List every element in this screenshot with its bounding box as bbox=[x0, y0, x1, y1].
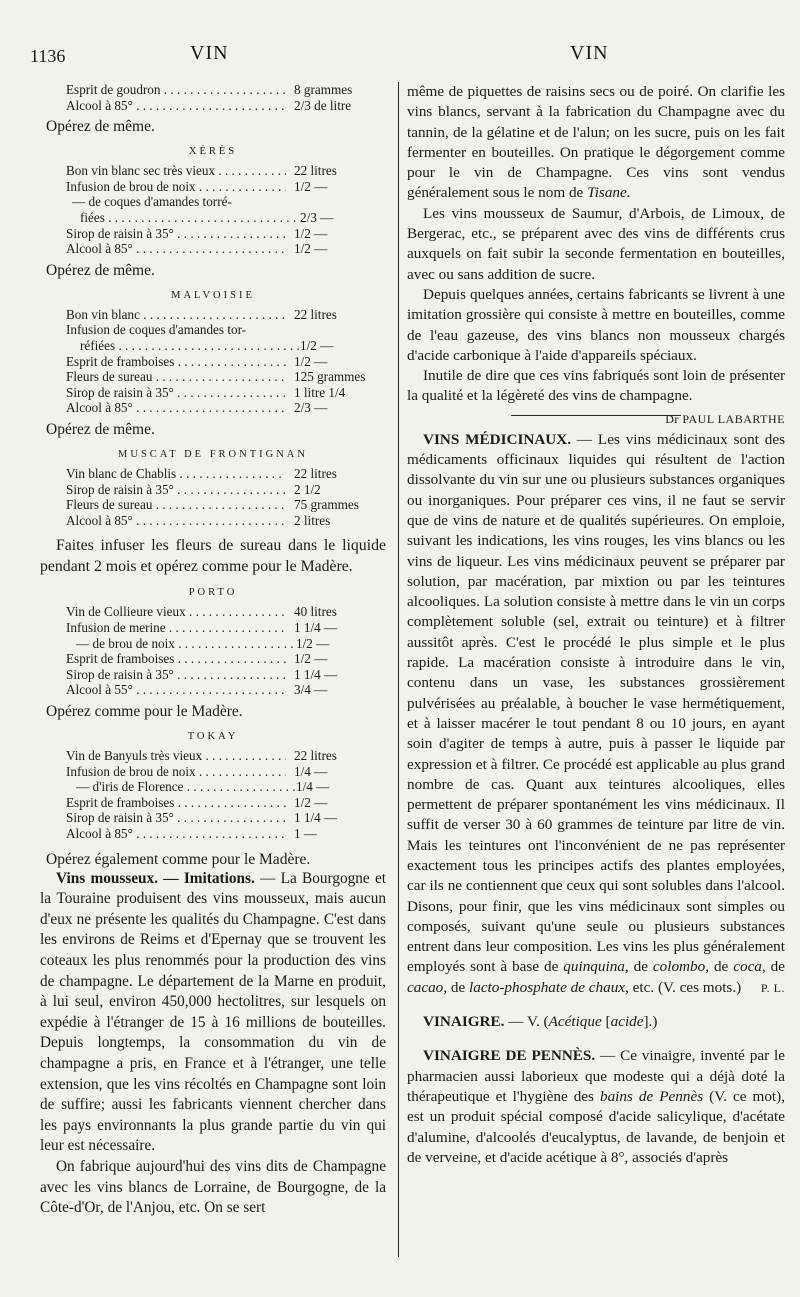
recipe-line: Alcool à 85° . . . 2/3 — bbox=[66, 400, 386, 416]
paragraph-vins-mousseux: Vins mousseux. — Imitations. — La Bourgogne et la Touraine produisent des vins mousseux, mais aucun d'eux ne présente les qualités du Champagne. C'est dans les environs de Reims et d'Epernay que se trouvent les coteaux les plus renommés pour la production des vins de champagne. Le département de la Marne en produit, à lui seul, environ 450,000 hectolitres, sur lesquels on expédie à l'étranger de 15 à 16 millions de bouteilles. Depuis longtemps, la consommation du vin de champagne a pris, en France et à l'étranger, une telle extension, que les vins récoltés en Champagne sont loin de suffire; aussi les fabricants viennent chercher dans les pays environnants la plus grande partie du vin qui leur est nécessaire. bbox=[40, 869, 386, 1155]
recipe-line: Infusion de coques d'amandes tor- bbox=[66, 322, 247, 338]
recipe-title-tokay: TOKAY bbox=[187, 731, 239, 743]
entry-vinaigre: VINAIGRE. — V. (Acétique [acide].) bbox=[423, 1013, 658, 1031]
recipe-title-xeres: XÉRÈS bbox=[188, 146, 238, 158]
author-initials: P. L. bbox=[760, 980, 785, 995]
recipe-line: — de brou de noix . . . 1/2 — bbox=[66, 636, 386, 652]
recipe-porto bbox=[66, 604, 386, 698]
instruction: Opérez également comme pour le Madère. bbox=[46, 850, 311, 868]
entry-heading: VINAIGRE. bbox=[423, 1013, 505, 1031]
recipe-line: Fleurs de sureau . . . 75 grammes bbox=[66, 497, 386, 513]
recipe-tokay bbox=[66, 748, 386, 842]
recipe-title-muscat: MUSCAT DE FRONTIGNAN bbox=[118, 448, 308, 460]
instruction: Opérez comme pour le Madère. bbox=[46, 703, 243, 721]
paragraph-saumur: Les vins mousseux de Saumur, d'Arbois, de Limoux, de Bergerac, etc., se préparent avec des vins de différents crus auxquels on fait subir la seconde fermentation en bouteilles, avec ou sans addition de sucre. bbox=[407, 204, 785, 283]
left-column bbox=[40, 82, 386, 1219]
recipe-line: Sirop de raisin à 35° . . . 1/2 — bbox=[66, 226, 386, 242]
paragraph-imitation: Depuis quelques années, certains fabricants se livrent à une imitation grossière qui consiste à mettre en bouteilles, comme de l'eau gazeuse, des vins blancs non mousseux chargés d'acide carbonique à l'aide d'appareils spéciaux. bbox=[407, 285, 785, 364]
running-head-left: VIN bbox=[190, 42, 229, 64]
recipe-line: Alcool à 85° . . . 2 litres bbox=[66, 513, 386, 529]
recipe-line: Fleurs de sureau . . . 125 grammes bbox=[66, 369, 386, 385]
entry-vins-medicinaux: VINS MÉDICINAUX. — Les vins médicinaux sont des médicaments officinaux liquides qui résultent de l'action dissolvante du vin sur une ou plusieurs substances organiques ou inorganiques. Pour préparer ces vins, il ne faut se servir que de vins de nature et de qualités supérieures. On emploie, suivant les indications, les vins rouges, les vins blancs ou les vins de liqueur. Les vins médicinaux peuvent se préparer par solution, par macération, par mixtion ou par les teintures alcooliques. La solution consiste à mettre dans le vin un corps complètement soluble (sel, extrait ou teinture) et à filtrer aussitôt après. C'est le procédé le plus simple et le plus rapide. La macération consiste à introduire dans le vin, contenu dans un vase, les substances grossièrement pulvérisées au préalable, à boucher le vase hermétiquement, et à laisser macérer le tout pendant 8 ou 10 jours, en ayant soin d'agiter de temps à autre, puis à passer le liquide par expression et à filtrer. Ce procédé est applicable au plus grand nombre de cas. Quant aux teintures alcooliques, elles permettent de préparer spontanément les vins médicinaux. Il suffit de verser 30 à 60 grammes de teinture par litre de vin. Mais les teintures ont l'inconvénient de ne pas représenter exactement tous les principes actifs des plantes employées, car ils ne contiennent que ceux qui sont solubles dans l'alcool. Disons, pour finir, que les vins médicinaux sont simples ou composés, suivant qu'une seule ou plusieurs substances entrent dans leur composition. Les vins les plus généralement employés sont à base de quinquina, de colombo, de coca, de cacao, de lacto-phosphate de chaux, etc. (V. ces mots.) P. L. bbox=[407, 430, 785, 998]
recipe-line: Sirop de raisin à 35° . . . 1 1/4 — bbox=[66, 810, 386, 826]
recipe-muscat bbox=[66, 466, 386, 528]
instruction: Opérez de même. bbox=[46, 261, 155, 279]
right-column bbox=[407, 82, 785, 1168]
recipe-title-malvoisie: MALVOISIE bbox=[171, 289, 255, 301]
recipe-line: Alcool à 55° . . . 3/4 — bbox=[66, 682, 386, 698]
page-number: 1136 bbox=[30, 46, 66, 66]
instruction: Faites infuser les fleurs de sureau dans le liquide pendant 2 mois et opérez comme pour le Madère. bbox=[40, 537, 386, 575]
recipe-line: Esprit de framboises . . . 1/2 — bbox=[66, 354, 386, 370]
recipe-line: Esprit de framboises . . . 1/2 — bbox=[66, 795, 386, 811]
recipe-line: réfiées . . . 1/2 — bbox=[66, 338, 386, 354]
recipe-line: Infusion de merine . . . 1 1/4 — bbox=[66, 620, 386, 636]
running-head-right: VIN bbox=[570, 42, 609, 64]
entry-vinaigre-de-pennes: VINAIGRE DE PENNÈS. — Ce vinaigre, inventé par le pharmacien aussi laborieux que modeste qui a déjà doté la thérapeutique et l'hygiène des bains de Pennès (V. ce mot), est un produit spécial composé d'acide salicylique, d'acétate d'alumine, d'alcoolés d'eucalyptus, de lavande, de benjoin et de verveine, et d'acide acétique à 8°, associés d'après bbox=[407, 1047, 786, 1166]
entry-heading: Vins mousseux. — Imitations. bbox=[56, 869, 255, 887]
recipe-line: Infusion de brou de noix . . . 1/2 — bbox=[66, 179, 386, 195]
recipe-top bbox=[66, 82, 386, 113]
paragraph-continuation: même de piquettes de raisins secs ou de poiré. On clarifie les vins blancs, servant à la fabrication du Champagne avec du tannin, de la gélatine et de l'alun; on les sucre, puis on les fait fermenter en bouteilles. On pratique le dégorgement comme pour le vin de Champagne. Ces vins sont vendus généralement sous le nom de Tisane. bbox=[407, 83, 785, 202]
recipe-xeres bbox=[66, 163, 386, 257]
recipe-line: fiées . . . 2/3 — bbox=[66, 210, 386, 226]
page-header bbox=[0, 42, 800, 72]
recipe-line: — de coques d'amandes torré- bbox=[72, 194, 232, 210]
recipe-malvoisie bbox=[66, 307, 386, 416]
recipe-line: Vin de Collieure vieux . . . 40 litres bbox=[66, 604, 386, 620]
recipe-line: Sirop de raisin à 35° . . . 2 1/2 bbox=[66, 482, 386, 498]
recipe-line: Alcool à 85° . . . 1/2 — bbox=[66, 241, 386, 257]
recipe-line: Sirop de raisin à 35° . . . 1 1/4 — bbox=[66, 667, 386, 683]
recipe-line: Sirop de raisin à 35° . . . 1 litre 1/4 bbox=[66, 385, 386, 401]
recipe-line: — d'iris de Florence . . . 1/4 — bbox=[66, 779, 386, 795]
recipe-line: Infusion de brou de noix . . . 1/4 — bbox=[66, 764, 386, 780]
recipe-line: Esprit de goudron . . . 8 grammes bbox=[66, 82, 386, 98]
column-divider bbox=[398, 82, 399, 1257]
paragraph-fabrique: On fabrique aujourd'hui des vins dits de Champagne avec les vins blancs de Lorraine, de Bourgogne, de la Côte-d'Or, de l'Anjou, etc. On se sert bbox=[40, 1157, 386, 1217]
recipe-line: Bon vin blanc . . . 22 litres bbox=[66, 307, 386, 323]
recipe-line: Alcool à 85° . . . 2/3 de litre bbox=[66, 98, 386, 114]
author-signature: Dr PAUL LABARTHE bbox=[665, 411, 785, 426]
recipe-line: Esprit de framboises . . . 1/2 — bbox=[66, 651, 386, 667]
recipe-title-porto: PORTO bbox=[188, 587, 238, 599]
paragraph-inutile: Inutile de dire que ces vins fabriqués sont loin de présenter la qualité et la légèreté des vins de champagne. Dr PAUL LABARTHE bbox=[407, 366, 785, 407]
recipe-line: Alcool à 85° . . . 1 — bbox=[66, 826, 386, 842]
entry-heading: VINAIGRE DE PENNÈS. bbox=[423, 1047, 596, 1065]
instruction: Opérez de même. bbox=[46, 118, 155, 136]
recipe-line: Vin blanc de Chablis . . . 22 litres bbox=[66, 466, 386, 482]
recipe-line: Bon vin blanc sec très vieux . . . 22 litres bbox=[66, 163, 386, 179]
instruction: Opérez de même. bbox=[46, 420, 155, 438]
recipe-line: Vin de Banyuls très vieux . . . 22 litres bbox=[66, 748, 386, 764]
entry-heading: VINS MÉDICINAUX. bbox=[423, 430, 572, 448]
